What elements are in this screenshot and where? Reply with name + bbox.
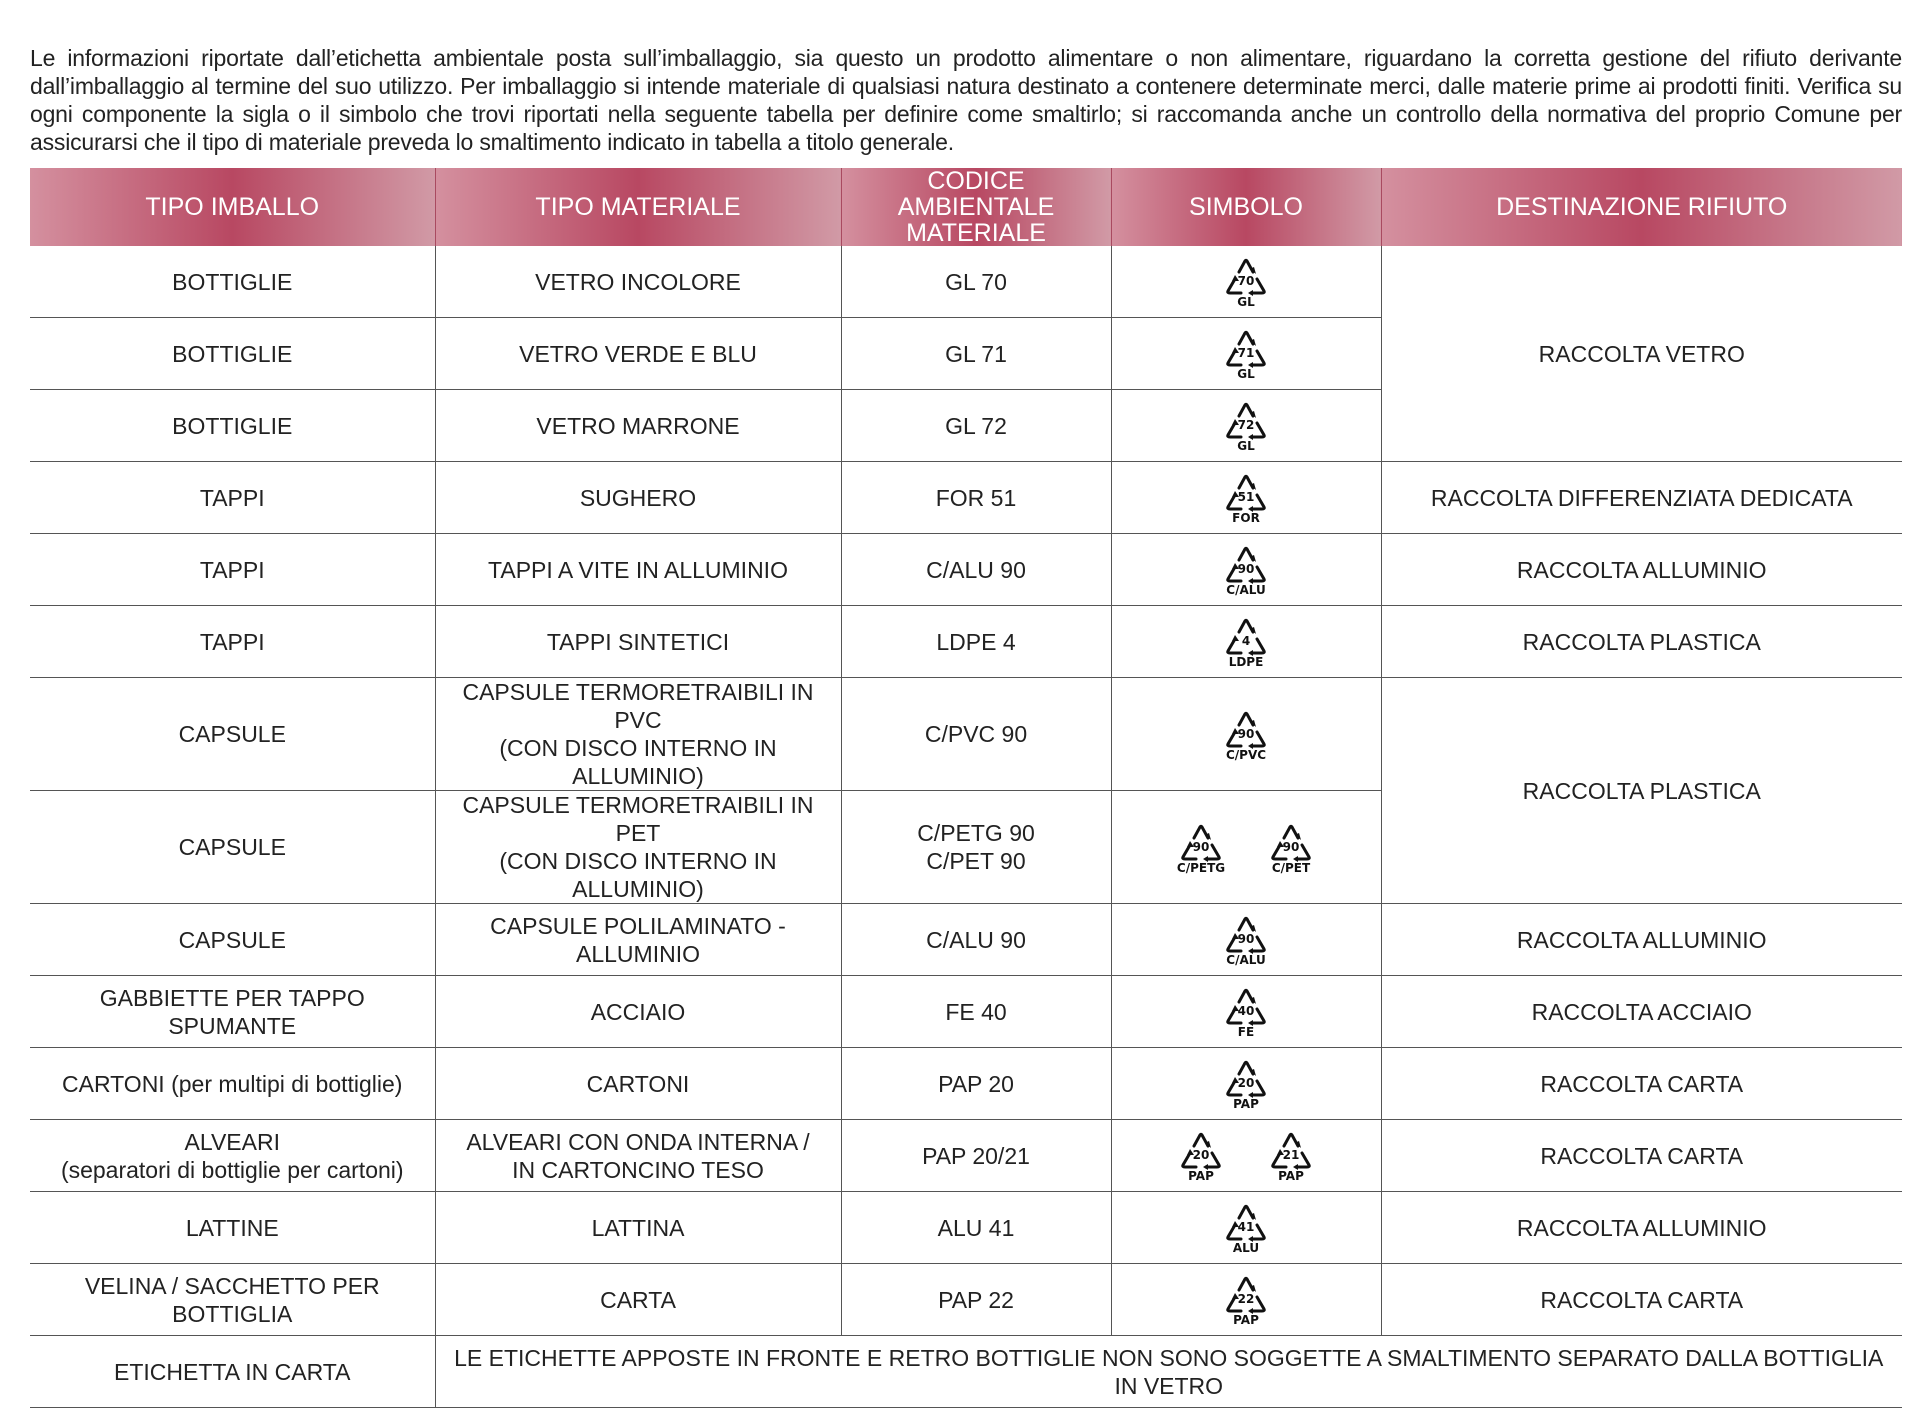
symbol-number-text: 90 — [1237, 932, 1255, 946]
cell-tipo-materiale: CARTONI — [435, 1048, 841, 1120]
recycling-triangle-icon — [1221, 1273, 1271, 1317]
recycling-arrow-top — [1239, 404, 1253, 416]
table-row — [30, 1048, 1902, 1120]
recycling-triangle-icon — [1176, 821, 1226, 865]
recycling-symbol — [1221, 1273, 1271, 1326]
cell-tipo-materiale: CARTA — [435, 1264, 841, 1336]
symbol-number-text: 22 — [1237, 1292, 1255, 1306]
cell-simbolo — [1111, 462, 1381, 534]
recycling-triangle-icon — [1221, 399, 1271, 443]
cell-codice: FOR 51 — [841, 462, 1111, 534]
header-row — [30, 168, 1902, 246]
cell-tipo-materiale — [435, 791, 841, 904]
symbol-abbr: PAP — [1233, 1097, 1259, 1111]
cell-codice: C/ALU 90 — [841, 534, 1111, 606]
cell-simbolo — [1111, 534, 1381, 606]
recycling-arrow-top — [1194, 1134, 1208, 1146]
cell-simbolo — [1111, 1192, 1381, 1264]
cell-codice — [841, 791, 1111, 904]
recycling-arrow-top — [1239, 1206, 1253, 1218]
recycling-symbol — [1221, 327, 1271, 380]
recycling-symbol — [1176, 821, 1226, 874]
recycling-arrow-left — [1228, 639, 1241, 653]
cell-tipo-imballo — [30, 1120, 435, 1192]
cell-simbolo — [1111, 1120, 1381, 1192]
recycling-arrow-top — [1284, 826, 1298, 838]
recycling-triangle-icon — [1266, 821, 1316, 865]
cell-destinazione-vetro: RACCOLTA VETRO — [1381, 246, 1902, 462]
table-row — [30, 976, 1902, 1048]
header-codice-line1: CODICE AMBIENTALE — [897, 167, 1055, 221]
symbol-abbr: LDPE — [1228, 655, 1264, 669]
waste-disposal-table-container — [30, 168, 1902, 1408]
cell-destinazione: RACCOLTA ALLUMINIO — [1381, 534, 1902, 606]
recycling-symbol — [1221, 543, 1271, 596]
cell-codice: PAP 22 — [841, 1264, 1111, 1336]
symbol-number-text: 20 — [1237, 1076, 1255, 1090]
materiale-line1: ALVEARI CON ONDA INTERNA / — [466, 1128, 810, 1155]
cell-tipo-imballo: GABBIETTE PER TAPPO SPUMANTE — [30, 976, 435, 1048]
cell-simbolo — [1111, 1264, 1381, 1336]
cell-tipo-imballo: BOTTIGLIE — [30, 390, 435, 462]
header-destinazione-rifiuto: DESTINAZIONE RIFIUTO — [1381, 168, 1902, 246]
cell-tipo-materiale: VETRO INCOLORE — [435, 246, 841, 318]
symbol-abbr: C/ALU — [1226, 953, 1266, 967]
codice-line1: C/PETG 90 — [917, 820, 1035, 846]
symbol-abbr: GL — [1237, 367, 1255, 381]
table-row — [30, 1192, 1902, 1264]
cell-destinazione: RACCOLTA ALLUMINIO — [1381, 904, 1902, 976]
recycling-triangle-icon — [1221, 255, 1271, 299]
cell-codice: FE 40 — [841, 976, 1111, 1048]
header-tipo-materiale: TIPO MATERIALE — [435, 168, 841, 246]
materiale-line2: (CON DISCO INTERNO IN ALLUMINIO) — [499, 735, 777, 789]
recycling-symbol — [1221, 1201, 1271, 1254]
cell-simbolo — [1111, 246, 1381, 318]
cell-codice: GL 71 — [841, 318, 1111, 390]
header-codice-line2: MATERIALE — [906, 219, 1046, 247]
symbol-number-text: 72 — [1237, 418, 1255, 432]
cell-codice: PAP 20/21 — [841, 1120, 1111, 1192]
symbol-number-text: 40 — [1237, 1004, 1255, 1018]
header-codice-ambientale — [841, 168, 1111, 246]
recycling-arrow-top — [1239, 713, 1253, 725]
intro-paragraph: Le informazioni riportate dall’etichetta ambientale posta sull’imballaggio, sia questo un prodotto alimentare o non alimentare, riguardano la corretta gestione del rifiuto derivante dall’imballaggio al termine del suo utilizzo. Per imballaggio si intende materiale di qualsiasi natura destinato a contenere determinate merci, dalle materie prime ai prodotti finiti. Verifica su ogni componente la sigla o il simbolo che trovi riportati nella seguente tabella per definire come smaltirlo; si raccomanda anche un controllo della normativa del proprio Comune per assicurarsi che il tipo di materiale preveda lo smaltimento indicato in tabella a titolo generale. — [30, 45, 1902, 155]
recycling-arrow-top — [1239, 1062, 1253, 1074]
cell-simbolo — [1111, 791, 1381, 904]
table-row — [30, 904, 1902, 976]
symbol-number-text: 90 — [1282, 839, 1300, 854]
table-row — [30, 534, 1902, 606]
table-row — [30, 462, 1902, 534]
recycling-triangle-icon — [1221, 615, 1271, 659]
cell-simbolo — [1111, 1048, 1381, 1120]
cell-tipo-imballo: TAPPI — [30, 534, 435, 606]
recycling-triangle-icon — [1176, 1129, 1226, 1173]
cell-tipo-imballo: TAPPI — [30, 606, 435, 678]
recycling-arrow-top — [1239, 260, 1253, 272]
table-body — [30, 246, 1902, 1408]
cell-tipo-imballo: BOTTIGLIE — [30, 246, 435, 318]
symbol-number-text: 71 — [1237, 346, 1255, 360]
table-row — [30, 606, 1902, 678]
recycling-symbol — [1221, 1057, 1271, 1110]
recycling-arrow-top — [1239, 918, 1253, 930]
symbol-abbr: C/ALU — [1226, 583, 1266, 597]
recycling-triangle-icon — [1221, 471, 1271, 515]
symbol-abbr: FOR — [1232, 511, 1260, 525]
table-row — [30, 1264, 1902, 1336]
symbol-abbr: FE — [1237, 1025, 1255, 1039]
cell-destinazione: RACCOLTA DIFFERENZIATA DEDICATA — [1381, 462, 1902, 534]
arrowhead — [1232, 635, 1239, 641]
cell-destinazione: RACCOLTA CARTA — [1381, 1120, 1902, 1192]
recycling-triangle-icon — [1221, 327, 1271, 371]
cell-codice: LDPE 4 — [841, 606, 1111, 678]
recycling-symbol — [1221, 708, 1271, 761]
recycling-arrow-top — [1239, 990, 1253, 1002]
cell-codice: C/ALU 90 — [841, 904, 1111, 976]
recycling-triangle-icon — [1221, 708, 1271, 752]
imballo-line1: ALVEARI — [184, 1128, 280, 1155]
symbol-number-text: 51 — [1237, 490, 1255, 504]
cell-destinazione-plastica: RACCOLTA PLASTICA — [1381, 678, 1902, 904]
cell-destinazione: RACCOLTA CARTA — [1381, 1264, 1902, 1336]
table-row — [30, 246, 1902, 318]
cell-tipo-imballo: BOTTIGLIE — [30, 318, 435, 390]
recycling-arrow-top — [1194, 826, 1208, 838]
cell-tipo-imballo: CARTONI (per multipi di bottiglie) — [30, 1048, 435, 1120]
cell-tipo-materiale: TAPPI SINTETICI — [435, 606, 841, 678]
symbol-number-text: 20 — [1192, 1148, 1210, 1162]
table-row — [30, 1120, 1902, 1192]
recycling-symbol — [1176, 1129, 1226, 1182]
symbol-abbr: C/PETG — [1176, 860, 1226, 875]
cell-simbolo — [1111, 606, 1381, 678]
cell-tipo-imballo: ETICHETTA IN CARTA — [30, 1336, 435, 1408]
symbol-number-text: 4 — [1241, 634, 1251, 648]
recycling-arrow-top — [1239, 620, 1253, 632]
header-tipo-imballo: TIPO IMBALLO — [30, 168, 435, 246]
symbol-abbr: C/PVC — [1225, 747, 1267, 762]
recycling-arrow-top — [1239, 476, 1253, 488]
recycling-symbol — [1221, 471, 1271, 524]
cell-simbolo — [1111, 318, 1381, 390]
symbol-number-text: 21 — [1282, 1148, 1300, 1162]
symbol-number-text: 90 — [1237, 562, 1255, 576]
recycling-symbol — [1266, 1129, 1316, 1182]
cell-destinazione: RACCOLTA ACCIAIO — [1381, 976, 1902, 1048]
cell-tipo-imballo: CAPSULE — [30, 678, 435, 791]
cell-destinazione: RACCOLTA PLASTICA — [1381, 606, 1902, 678]
recycling-symbol — [1221, 913, 1271, 966]
table-row — [30, 678, 1902, 791]
cell-tipo-materiale: VETRO MARRONE — [435, 390, 841, 462]
cell-codice: ALU 41 — [841, 1192, 1111, 1264]
cell-tipo-materiale: ACCIAIO — [435, 976, 841, 1048]
codice-line2: C/PET 90 — [926, 848, 1026, 874]
recycling-triangle-icon — [1221, 913, 1271, 957]
cell-tipo-imballo: LATTINE — [30, 1192, 435, 1264]
cell-simbolo — [1111, 976, 1381, 1048]
recycling-arrow-top — [1239, 332, 1253, 344]
cell-tipo-materiale: SUGHERO — [435, 462, 841, 534]
cell-tipo-imballo: VELINA / SACCHETTO PER BOTTIGLIA — [30, 1264, 435, 1336]
symbol-abbr: C/PET — [1271, 860, 1311, 875]
cell-tipo-materiale: TAPPI A VITE IN ALLUMINIO — [435, 534, 841, 606]
cell-tipo-materiale: LATTINA — [435, 1192, 841, 1264]
waste-disposal-table — [30, 168, 1902, 1408]
symbol-abbr: GL — [1237, 295, 1255, 309]
cell-tipo-imballo: CAPSULE — [30, 904, 435, 976]
symbol-number-text: 90 — [1237, 726, 1255, 741]
recycling-triangle-icon — [1266, 1129, 1316, 1173]
recycling-symbol — [1221, 399, 1271, 452]
materiale-line2: (CON DISCO INTERNO IN ALLUMINIO) — [499, 848, 777, 902]
imballo-line2: (separatori di bottiglie per cartoni) — [60, 1156, 404, 1183]
symbol-abbr: PAP — [1233, 1313, 1259, 1327]
cell-simbolo — [1111, 904, 1381, 976]
recycling-arrow-top — [1239, 1278, 1253, 1290]
cell-tipo-imballo: CAPSULE — [30, 791, 435, 904]
cell-simbolo — [1111, 678, 1381, 791]
symbol-abbr: PAP — [1188, 1169, 1214, 1183]
cell-simbolo — [1111, 390, 1381, 462]
recycling-symbol — [1221, 615, 1271, 668]
symbol-abbr: GL — [1237, 439, 1255, 453]
recycling-symbol — [1221, 985, 1271, 1038]
symbol-number-text: 70 — [1237, 274, 1255, 288]
cell-codice: PAP 20 — [841, 1048, 1111, 1120]
recycling-symbol — [1266, 821, 1316, 874]
symbol-abbr: ALU — [1232, 1241, 1260, 1255]
cell-destinazione: RACCOLTA ALLUMINIO — [1381, 1192, 1902, 1264]
symbol-number-text: 41 — [1237, 1220, 1255, 1234]
cell-etichetta-note: LE ETICHETTE APPOSTE IN FRONTE E RETRO BOTTIGLIE NON SONO SOGGETTE A SMALTIMENTO SEPARATO DALLA BOTTIGLIA IN VETRO — [435, 1336, 1902, 1408]
recycling-triangle-icon — [1221, 543, 1271, 587]
cell-tipo-imballo: TAPPI — [30, 462, 435, 534]
cell-destinazione: RACCOLTA CARTA — [1381, 1048, 1902, 1120]
table-header — [30, 168, 1902, 246]
materiale-line2: IN CARTONCINO TESO — [512, 1156, 764, 1183]
cell-tipo-materiale: VETRO VERDE E BLU — [435, 318, 841, 390]
recycling-triangle-icon — [1221, 1201, 1271, 1245]
cell-codice: GL 70 — [841, 246, 1111, 318]
materiale-line1: CAPSULE TERMORETRAIBILI IN PET — [462, 792, 814, 846]
symbol-abbr: PAP — [1278, 1169, 1304, 1183]
cell-tipo-materiale — [435, 1120, 841, 1192]
cell-codice: GL 72 — [841, 390, 1111, 462]
recycling-triangle-icon — [1221, 985, 1271, 1029]
header-simbolo: SIMBOLO — [1111, 168, 1381, 246]
recycling-arrow-top — [1239, 548, 1253, 560]
recycling-triangle-icon — [1221, 1057, 1271, 1101]
cell-tipo-materiale — [435, 678, 841, 791]
cell-tipo-materiale: CAPSULE POLILAMINATO - ALLUMINIO — [435, 904, 841, 976]
recycling-arrow-top — [1284, 1134, 1298, 1146]
cell-codice: C/PVC 90 — [841, 678, 1111, 791]
materiale-line1: CAPSULE TERMORETRAIBILI IN PVC — [462, 679, 814, 733]
recycling-symbol — [1221, 255, 1271, 308]
symbol-number-text: 90 — [1192, 839, 1210, 854]
